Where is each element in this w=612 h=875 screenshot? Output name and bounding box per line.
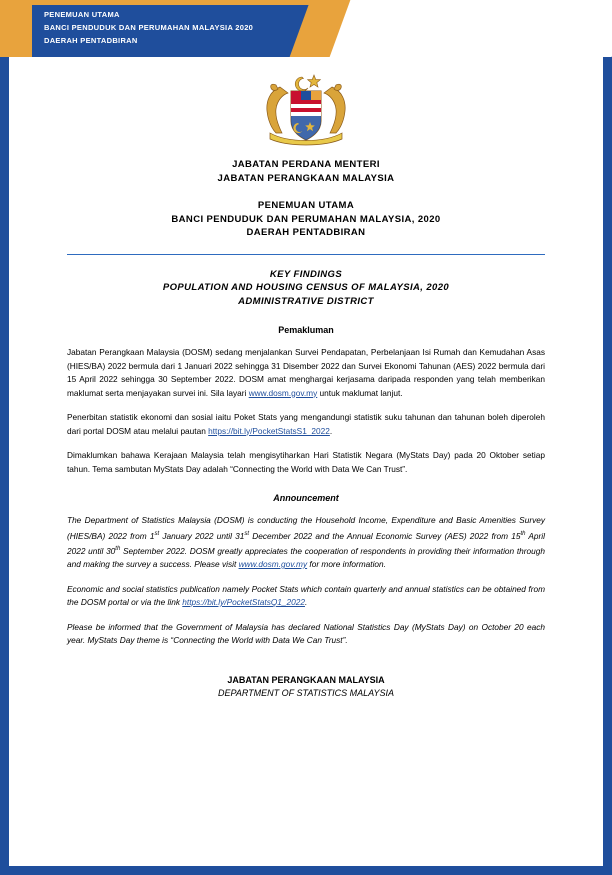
notice-ms-paragraph-1 [67, 346, 545, 400]
notice-en-p1-sup-2: st [244, 530, 250, 537]
page-footer [67, 674, 545, 700]
notice-ms-p2-text-b: . [329, 425, 333, 436]
ministry-name: JABATAN PERDANA MENTERI [232, 159, 380, 170]
notice-en-p2-text-a: Economic and social statistics publication namely Pocket Stats which contain quarterly and annual statistics can be obtained from the DOSM portal or via the link [67, 583, 545, 608]
dosm-portal-link-ms[interactable]: www.dosm.gov.my [248, 387, 318, 398]
header-line-3: DAERAH PENTADBIRAN [44, 36, 138, 45]
notice-en-p2-text-b: . [304, 597, 308, 608]
document-title-en [67, 268, 545, 309]
notice-en-p1-text-f: for more information. [307, 559, 386, 570]
notice-en-paragraph-1 [67, 514, 545, 572]
notice-ms-p1-text-a: Jabatan Perangkaan Malaysia (DOSM) sedang menjalankan Survei Pendapatan, Perbelanjaan Isi Rumah dan Kemudahan Asas (HIES/BA) 2022 bermula dari 1 Januari 2022 sehingga 31 Disember 2022 dan Survei Ekonomi Tahunan (AES) 2022 bermula dari 15 April 2022 sehingga 30 September 2022. DOSM amat menghargai kerjasama daripada responden yang telah memberikan maklumat serta menjayakan survei ini. Sila layari [67, 347, 545, 398]
header-gold-left-block [0, 0, 32, 57]
header-title-group [44, 8, 253, 47]
doc-title-en-line-2: POPULATION AND HOUSING CENSUS OF MALAYSIA, 2020 [162, 282, 450, 293]
notice-en-p1-text-a: The Department of Statistics Malaysia (DOSM) is conducting the Household Income, Expenditure and Basic Amenities Survey (HIES/BA) 2022 from 1 [67, 515, 545, 541]
notice-en-p1-sup-1: st [154, 530, 160, 537]
notice-heading-en: Announcement [273, 493, 339, 503]
pocket-stats-link-ms[interactable]: https://bit.ly/PocketStatsS1_2022 [208, 425, 330, 436]
title-divider [67, 254, 545, 255]
footer-department-en: DEPARTMENT OF STATISTICS MALAYSIA [217, 687, 395, 698]
notice-en-paragraph-2 [67, 583, 545, 610]
notice-en-p1-text-b: January 2022 until 31 [159, 530, 245, 541]
header-white-diagonal [312, 0, 612, 57]
header-line-2: BANCI PENDUDUK DAN PERUMAHAN MALAYSIA 2020 [44, 23, 254, 32]
notice-en-p1-sup-3: th [520, 530, 526, 537]
doc-title-ms-line-1: PENEMUAN UTAMA [257, 200, 355, 211]
notice-ms-paragraph-2 [67, 411, 545, 438]
malaysia-coat-of-arms-icon [258, 71, 354, 152]
notice-heading-ms: Pemakluman [278, 325, 334, 335]
notice-en-p1-text-e: September 2022. DOSM greatly appreciates the cooperation of respondents in providing their information through and making the survey a success. Please visit [67, 545, 545, 570]
doc-title-ms-line-2: BANCI PENDUDUK DAN PERUMAHAN MALAYSIA, 2020 [171, 213, 441, 225]
ministry-title-group [67, 158, 545, 185]
notice-en-paragraph-3: Please be informed that the Government of Malaysia has declared National Statistics Day (MyStats Day) on October 20 each year. MyStats Day theme is “Connecting the World with Data We Can Trust”. [67, 621, 545, 646]
document-content [9, 57, 603, 700]
notice-ms-p2-text-a: Penerbitan statistik ekonomi dan sosial iaitu Poket Stats yang mengandungi statistik suku tahunan dan tahunan boleh diperoleh dari portal DOSM atau melalui pautan [67, 412, 545, 436]
doc-title-en-line-1: KEY FINDINGS [269, 268, 343, 280]
notice-en-p1-sup-4: th [115, 545, 121, 552]
notice-en-p1-text-c: December 2022 and the Annual Economic Survey (AES) 2022 from 15 [249, 530, 521, 541]
doc-title-en-line-3: ADMINISTRATIVE DISTRICT [238, 295, 374, 307]
notice-ms-paragraph-3: Dimaklumkan bahawa Kerajaan Malaysia telah mengisytiharkan Hari Statistik Negara (MyStats Day) pada 20 Oktober setiap tahun. Tema sambutan MyStats Day adalah “Connecting the World with Data We Can Trust”. [67, 450, 545, 474]
dosm-portal-link-en[interactable]: www.dosm.gov.my [238, 559, 308, 570]
page-header-band [0, 0, 612, 57]
crest-container [67, 57, 545, 158]
notice-en-p1-text-d: April 2022 until 30 [67, 530, 545, 556]
department-name: JABATAN PERANGKAAN MALAYSIA [217, 172, 395, 184]
header-line-1: PENEMUAN UTAMA [44, 10, 120, 19]
document-title-ms [67, 199, 545, 240]
doc-title-ms-line-3: DAERAH PENTADBIRAN [246, 227, 366, 238]
notice-ms-p1-text-b: untuk maklumat lanjut. [317, 387, 403, 398]
footer-department-ms: JABATAN PERANGKAAN MALAYSIA [227, 674, 385, 685]
pocket-stats-link-en[interactable]: https://bit.ly/PocketStatsQ1_2022 [182, 597, 305, 608]
